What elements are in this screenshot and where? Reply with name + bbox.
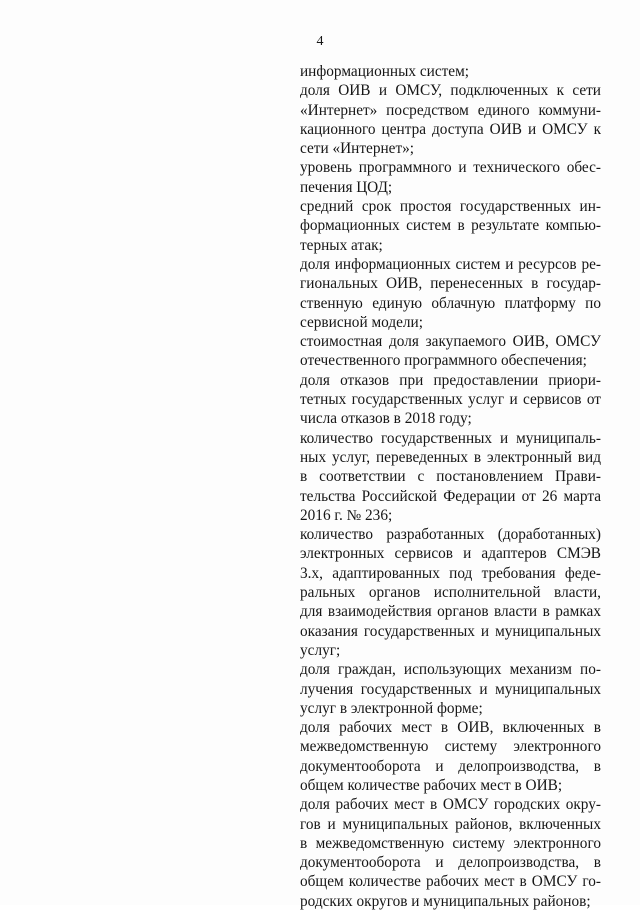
text-line: в соответствии с постановлением Прави- — [300, 468, 601, 486]
text-line: доля информационных систем и ресурсов ре- — [300, 255, 601, 273]
text-line: гов и муниципальных районов, включенных — [300, 815, 601, 833]
text-line: услуг; — [300, 641, 341, 659]
text-line: тельства Российской Федерации от 26 марта — [300, 487, 601, 505]
text-line: 3.х, адаптированных под требования феде- — [300, 564, 601, 582]
text-line: терных атак; — [300, 236, 383, 254]
text-line: сервисной модели; — [300, 313, 423, 331]
text-line: оказания государственных и муниципальных — [300, 622, 601, 640]
text-line: ных услуг, переведенных в электронный вид — [300, 448, 601, 466]
text-line: уровень программного и технического обес- — [300, 159, 601, 177]
text-line: услуг в электронной форме; — [300, 699, 483, 717]
text-line: общем количестве рабочих мест в ОМСУ го- — [300, 873, 601, 891]
text-line: для взаимодействия органов власти в рамках — [300, 603, 601, 621]
text-line: количество государственных и муниципаль- — [300, 429, 601, 447]
text-line: родских округов и муниципальных районов; — [300, 892, 591, 910]
text-line: электронных сервисов и адаптеров СМЭВ — [300, 545, 601, 563]
text-line: ственную единую облачную платформу по — [300, 294, 601, 312]
text-line: доля граждан, использующих механизм по- — [300, 661, 601, 679]
text-line: межведомственную систему электронного — [300, 738, 601, 756]
text-line: в межведомственную систему электронного — [300, 834, 601, 852]
text-line: отечественного программного обеспечения; — [300, 352, 587, 370]
text-line: количество разработанных (доработанных) — [300, 526, 601, 544]
text-line: общем количестве рабочих мест в ОИВ; — [300, 776, 563, 794]
text-line: 2016 г. № 236; — [300, 506, 393, 524]
text-line: доля рабочих мест в ОИВ, включенных в — [300, 719, 601, 737]
text-line: стоимостная доля закупаемого ОИВ, ОМСУ — [300, 333, 601, 351]
text-line: гиональных ОИВ, перенесенных в государ- — [300, 275, 601, 293]
text-line: средний срок простоя государственных ин- — [300, 198, 601, 216]
text-line: доля рабочих мест в ОМСУ городских окру- — [300, 796, 601, 814]
body-text — [300, 62, 601, 911]
text-line: печения ЦОД; — [300, 178, 393, 196]
page-number: 4 — [316, 34, 324, 49]
text-line: тетных государственных услуг и сервисов от — [300, 391, 601, 409]
text-line: кационного центра доступа ОИВ и ОМСУ к — [300, 120, 601, 138]
text-line: сети «Интернет»; — [300, 140, 415, 158]
text-line: ральных органов исполнительной власти, — [300, 584, 601, 602]
text-line: формационных систем в результате компью- — [300, 217, 601, 235]
text-line: доля ОИВ и ОМСУ, подключенных к сети — [300, 82, 601, 100]
text-line: информационных систем; — [300, 63, 470, 80]
text-line: документооборота и делопроизводства, в — [300, 854, 601, 872]
text-line: доля отказов при предоставлении приори- — [300, 371, 601, 389]
text-line: документооборота и делопроизводства, в — [300, 757, 601, 775]
text-line: лучения государственных и муниципальных — [300, 680, 601, 698]
text-line: числа отказов в 2018 году; — [300, 410, 472, 428]
text-line: «Интернет» посредством единого коммуни- — [300, 101, 601, 119]
